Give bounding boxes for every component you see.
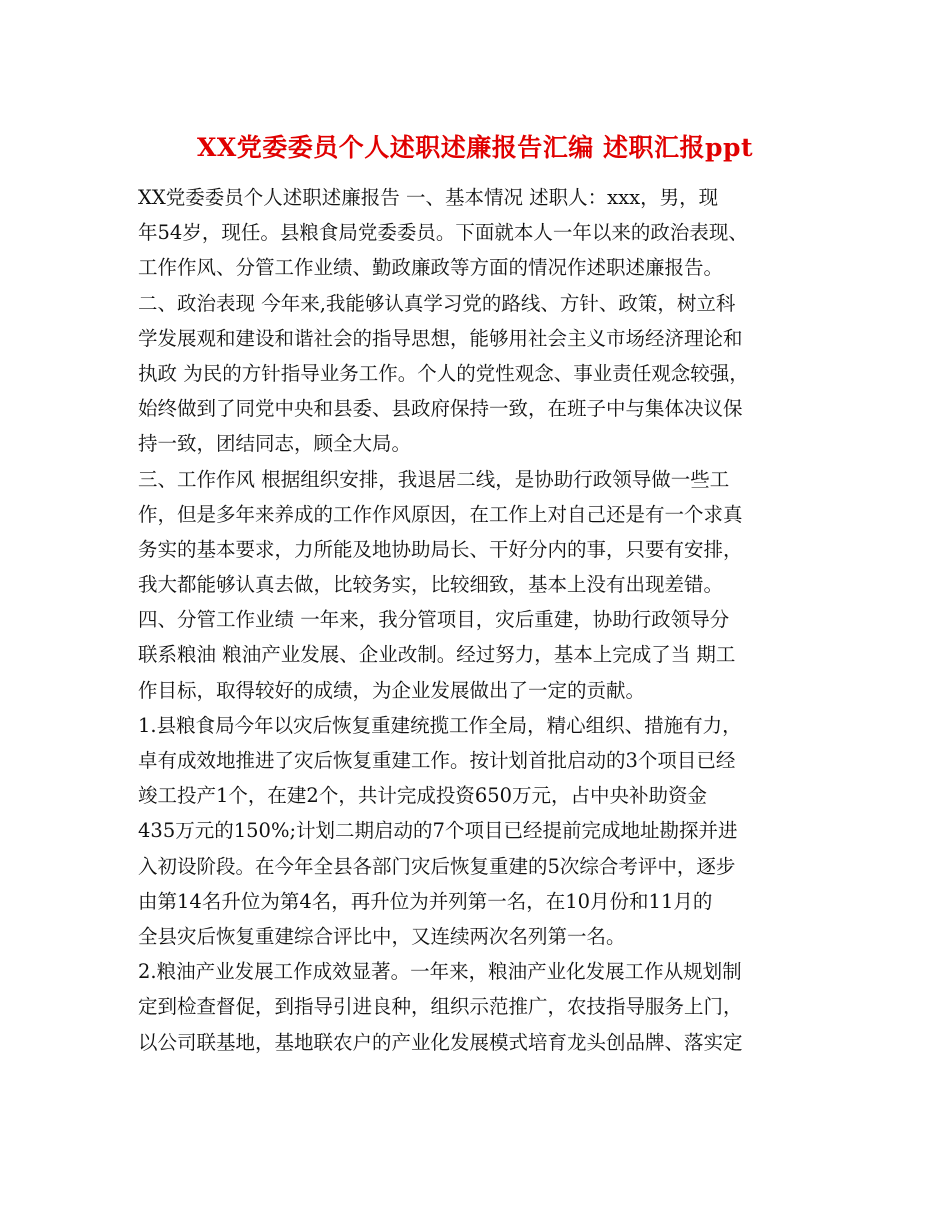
- body-line: 全县灾后恢复重建综合评比中，又连续两次名列第一名。: [138, 924, 626, 948]
- document-body: [138, 180, 828, 1060]
- body-line: 二、政治表现 今年来,我能够认真学习党的路线、方针、政策，树立科: [138, 291, 736, 315]
- body-line: 始终做到了同党中央和县委、县政府保持一致，在班子中与集体决议保: [138, 397, 743, 421]
- body-line: 我大都能够认真去做，比较务实，比较细致，基本上没有出现差错。: [138, 573, 724, 597]
- body-line: XX党委委员个人述职述廉报告 一、基本情况 述职人：xxx，男，现: [138, 186, 719, 209]
- body-line: 435万元的150%;计划二期启动的7个项目已经提前完成地址勘探并进: [138, 819, 738, 843]
- body-line: 年54岁，现任。县粮食局党委委员。下面就本人一年以来的政治表现、: [138, 221, 748, 245]
- body-line: 学发展观和建设和谐社会的指导思想，能够用社会主义市场经济理论和: [138, 326, 743, 350]
- body-line: 1.县粮食局今年以灾后恢复重建统揽工作全局，精心组织、措施有力，: [138, 713, 742, 737]
- body-line: 以公司联基地，基地联农户的产业化发展模式培育龙头创品牌、落实定: [138, 1030, 743, 1054]
- body-line: 定到检查督促，到指导引进良种，组织示范推广，农技指导服务上门，: [138, 995, 743, 1019]
- body-line: 由第14名升位为第4名，再升位为并列第一名，在10月份和11月的: [138, 889, 713, 913]
- document-title: XX党委委员个人述职述廉报告汇编 述职汇报ppt: [196, 133, 753, 162]
- body-line: 作目标，取得较好的成绩，为企业发展做出了一定的贡献。: [138, 678, 646, 702]
- body-line: 2.粮油产业发展工作成效显著。一年来，粮油产业化发展工作从规划制: [138, 960, 742, 984]
- body-line: 持一致，团结同志，顾全大局。: [138, 432, 412, 456]
- body-line: 四、分管工作业绩 一年来，我分管项目，灾后重建，协助行政领导分: [138, 608, 730, 632]
- body-line: 竣工投产1个，在建2个，共计完成投资650万元，占中央补助资金: [138, 784, 708, 808]
- body-line: 务实的基本要求，力所能及地协助局长、干好分内的事，只要有安排，: [138, 537, 743, 561]
- body-line: 卓有成效地推进了灾后恢复重建工作。按计划首批启动的3个项目已经: [138, 749, 736, 772]
- body-line: 工作作风、分管工作业绩、勤政廉政等方面的情况作述职述廉报告。: [138, 256, 724, 280]
- body-line: 作，但是多年来养成的工作作风原因，在工作上对自己还是有一个求真: [138, 502, 743, 526]
- body-line: 入初设阶段。在今年全县各部门灾后恢复重建的5次综合考评中，逐步: [138, 854, 736, 878]
- body-line: 联系粮油 粮油产业发展、企业改制。经过努力，基本上完成了当 期工: [138, 643, 736, 667]
- body-line: 执政 为民的方针指导业务工作。个人的党性观念、事业责任观念较强，: [138, 361, 749, 385]
- body-line: 三、工作作风 根据组织安排，我退居二线，是协助行政领导做一些工: [138, 467, 730, 491]
